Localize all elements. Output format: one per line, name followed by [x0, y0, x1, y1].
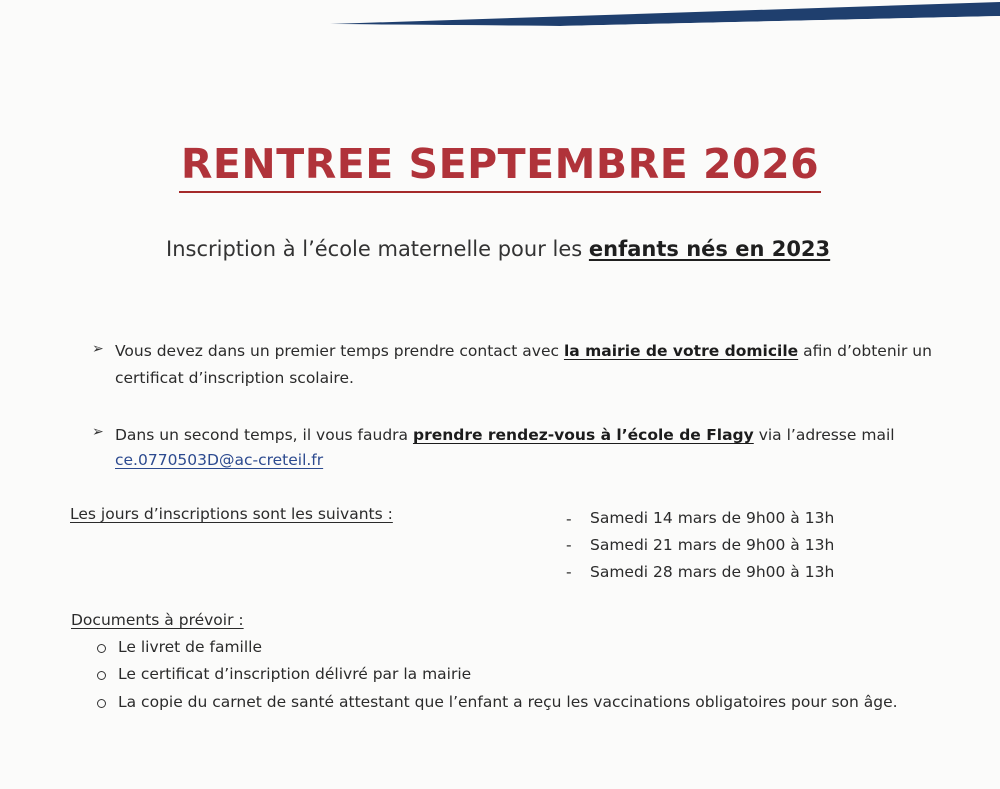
circle-bullet-icon	[97, 671, 106, 680]
bullet-1-text: Vous devez dans un premier temps prendre contact avec	[115, 342, 564, 360]
circle-bullet-icon	[97, 644, 106, 653]
bullet-1-line-1	[115, 342, 932, 360]
circle-bullet-icon	[97, 699, 106, 708]
bullet-2-emphasis: prendre rendez-vous à l’école de Flagy	[412, 426, 754, 444]
subtitle-prefix: Inscription à l’école maternelle pour les	[166, 237, 589, 261]
day-item-1: Samedi 14 mars de 9h00 à 13h	[590, 509, 835, 527]
bullet-2-line-1	[115, 426, 895, 444]
arrow-bullet-icon: ➢	[92, 341, 104, 357]
bullet-1-emphasis: la mairie de votre domicile	[563, 342, 799, 360]
document-item-1: Le livret de famille	[118, 638, 262, 656]
day-item-3: Samedi 28 mars de 9h00 à 13h	[590, 563, 835, 581]
email-link[interactable]: ce.0770503D@ac-creteil.fr	[115, 451, 324, 469]
bullet-2-text-end: via l’adresse mail	[753, 426, 895, 444]
subtitle	[166, 237, 830, 261]
dash-bullet: -	[566, 510, 572, 528]
subtitle-emphasis: enfants nés en 2023	[588, 237, 831, 261]
bullet-2-line-2	[115, 451, 323, 469]
bullet-1-text-end: afin d’obtenir un	[798, 342, 932, 360]
dash-bullet: -	[566, 536, 572, 554]
document-item-3: La copie du carnet de santé attestant que l’enfant a reçu les vaccinations obligatoires pour son âge.	[118, 693, 898, 711]
day-item-2: Samedi 21 mars de 9h00 à 13h	[590, 536, 835, 554]
arrow-bullet-icon: ➢	[92, 424, 104, 440]
page-title	[0, 137, 1000, 193]
documents-heading: Documents à prévoir :	[71, 611, 244, 629]
dash-bullet: -	[566, 563, 572, 581]
bullet-1-line-2: certificat d’inscription scolaire.	[115, 369, 354, 387]
header-band	[0, 0, 1000, 30]
days-heading: Les jours d’inscriptions sont les suivants :	[70, 505, 393, 523]
page-title-text: RENTREE SEPTEMBRE 2026	[179, 137, 821, 193]
document-item-2: Le certificat d’inscription délivré par la mairie	[118, 665, 472, 683]
bullet-2-text: Dans un second temps, il vous faudra	[115, 426, 413, 444]
